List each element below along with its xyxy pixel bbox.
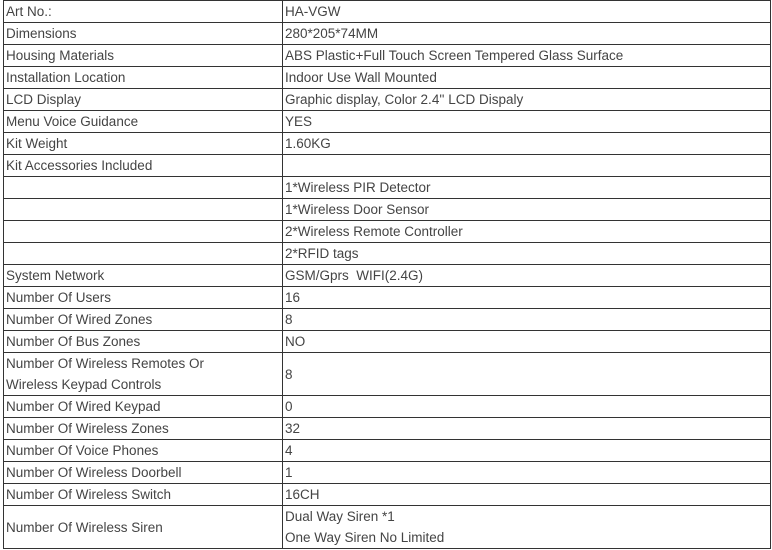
spec-label: Number Of Wired Keypad [4, 396, 283, 418]
table-row [4, 462, 771, 484]
spec-value: GSM/Gprs WIFI(2.4G) [283, 265, 771, 287]
spec-label: LCD Display [4, 89, 283, 111]
spec-value: 280*205*74MM [283, 23, 771, 45]
spec-label: Number Of Wired Zones [4, 309, 283, 331]
spec-label-line: Number Of Wireless Remotes Or [6, 356, 205, 371]
spec-label-line: Wireless Keypad Controls [6, 377, 162, 392]
table-row [4, 133, 771, 155]
spec-label: Number Of Wireless Zones [4, 418, 283, 440]
spec-value: ABS Plastic+Full Touch Screen Tempered Glass Surface [283, 45, 771, 67]
table-row [4, 287, 771, 309]
spec-value: HA-VGW [283, 1, 771, 23]
spec-value: 8 [283, 353, 771, 396]
spec-label [4, 353, 283, 396]
table-row [4, 418, 771, 440]
spec-table [3, 0, 771, 549]
spec-label [4, 199, 283, 221]
spec-value: 16CH [283, 484, 771, 506]
spec-value: 4 [283, 440, 771, 462]
spec-value: 32 [283, 418, 771, 440]
spec-value: Indoor Use Wall Mounted [283, 67, 771, 89]
table-row [4, 309, 771, 331]
spec-value: 1.60KG [283, 133, 771, 155]
spec-label: Number Of Voice Phones [4, 440, 283, 462]
spec-label: Kit Weight [4, 133, 283, 155]
table-row [4, 243, 771, 265]
spec-value: 1 [283, 462, 771, 484]
spec-value: Graphic display, Color 2.4'' LCD Dispaly [283, 89, 771, 111]
spec-label [4, 177, 283, 199]
spec-label: Kit Accessories Included [4, 155, 283, 177]
spec-label: Art No.: [4, 1, 283, 23]
spec-label: Housing Materials [4, 45, 283, 67]
spec-value: 2*RFID tags [283, 243, 771, 265]
table-row [4, 199, 771, 221]
spec-value-line: One Way Siren No Limited [285, 530, 445, 545]
spec-label: Menu Voice Guidance [4, 111, 283, 133]
spec-value [283, 506, 771, 549]
spec-value [283, 155, 771, 177]
spec-value: 1*Wireless Door Sensor [283, 199, 771, 221]
spec-value: NO [283, 331, 771, 353]
spec-value: YES [283, 111, 771, 133]
spec-label: System Network [4, 265, 283, 287]
table-row [4, 331, 771, 353]
table-row [4, 265, 771, 287]
spec-label: Dimensions [4, 23, 283, 45]
table-row [4, 45, 771, 67]
table-row [4, 396, 771, 418]
spec-value: 1*Wireless PIR Detector [283, 177, 771, 199]
spec-value-line: Dual Way Siren *1 [285, 509, 395, 524]
spec-value: 0 [283, 396, 771, 418]
table-row [4, 353, 771, 396]
table-row [4, 89, 771, 111]
table-row [4, 23, 771, 45]
spec-value: 2*Wireless Remote Controller [283, 221, 771, 243]
spec-label [4, 243, 283, 265]
table-row [4, 155, 771, 177]
spec-label: Number Of Wireless Siren [4, 506, 283, 549]
table-row [4, 1, 771, 23]
table-row [4, 177, 771, 199]
table-row [4, 506, 771, 549]
spec-label: Installation Location [4, 67, 283, 89]
table-row [4, 67, 771, 89]
spec-label: Number Of Wireless Doorbell [4, 462, 283, 484]
table-row [4, 484, 771, 506]
table-row [4, 111, 771, 133]
spec-label: Number Of Bus Zones [4, 331, 283, 353]
spec-label: Number Of Wireless Switch [4, 484, 283, 506]
spec-label: Number Of Users [4, 287, 283, 309]
table-row [4, 440, 771, 462]
spec-label [4, 221, 283, 243]
table-row [4, 221, 771, 243]
spec-value: 8 [283, 309, 771, 331]
spec-value: 16 [283, 287, 771, 309]
